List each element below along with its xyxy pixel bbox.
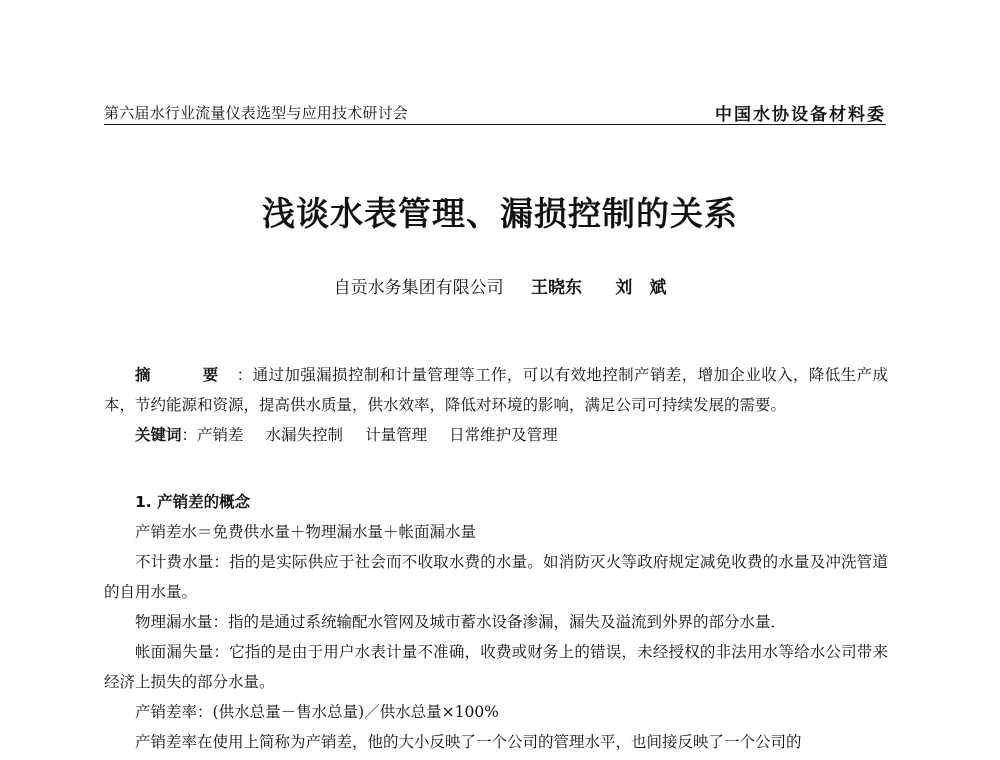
paragraph: [104, 697, 888, 727]
term: 物理漏水量: [135, 613, 213, 631]
author-name: 刘 斌: [615, 278, 667, 298]
keyword: 产销差: [197, 426, 244, 444]
keyword: 计量管理: [365, 426, 428, 444]
term: 帐面漏失量: [135, 643, 214, 661]
definition: ：指的是通过系统输配水管网及城市蓄水设备渗漏，漏失及溢流到外界的部分水量．: [212, 613, 787, 631]
paragraph: [104, 547, 888, 607]
definition: ：(供水总量－售水总量)／供水总量×100%: [197, 703, 499, 721]
abstract: [104, 360, 888, 420]
paragraph: [104, 637, 888, 697]
paragraph-cutoff: 产销差率在使用上简称为产销差，他的大小反映了一个公司的管理水平，也间接反映了一个公司的: [135, 733, 802, 751]
paper-title: 浅谈水表管理、漏损控制的关系: [262, 194, 738, 233]
author-organization: 自贡水务集团有限公司: [333, 278, 504, 298]
abstract-label: 摘 要: [135, 366, 237, 384]
committee-name: 中国水协设备材料委: [715, 105, 886, 125]
paragraph: [104, 607, 888, 637]
definition: ：指的是实际供应于社会而不收取水费的水量。如消防灭火等政府规定减免收费的水量及冲洗管道的自用水量。: [104, 553, 888, 601]
abstract-block: [104, 360, 888, 450]
conference-name: 第六届水行业流量仪表选型与应用技术研讨会: [104, 104, 409, 122]
byline: [0, 273, 1000, 298]
abstract-text: ：通过加强漏损控制和计量管理等工作，可以有效地控制产销差，增加企业收入，降低生产成本，节约能源和资源，提高供水质量，供水效率，降低对环境的影响，满足公司可持续发展的需要。: [104, 366, 888, 414]
author-name: 王晓东: [531, 278, 582, 298]
definition: ：它指的是由于用户水表计量不准确，收费或财务上的错误，未经授权的非法用水等给水公司带来经济上损失的部分水量。: [104, 643, 888, 691]
term: 产销差率: [135, 703, 198, 721]
term: 不计费水量: [135, 553, 214, 571]
running-header: [104, 98, 886, 125]
keyword: 水漏失控制: [265, 426, 344, 444]
section-1: [104, 487, 888, 757]
keywords: 关键词：产销差 水漏失控制 计量管理 日常维护及管理: [135, 426, 558, 444]
formula-line: 产销差水＝免费供水量＋物理漏水量＋帐面漏水量: [135, 523, 477, 541]
keywords-label: 关键词: [135, 426, 182, 444]
section-heading: 1. 产销差的概念: [135, 493, 251, 511]
keyword: 日常维护及管理: [449, 426, 558, 444]
